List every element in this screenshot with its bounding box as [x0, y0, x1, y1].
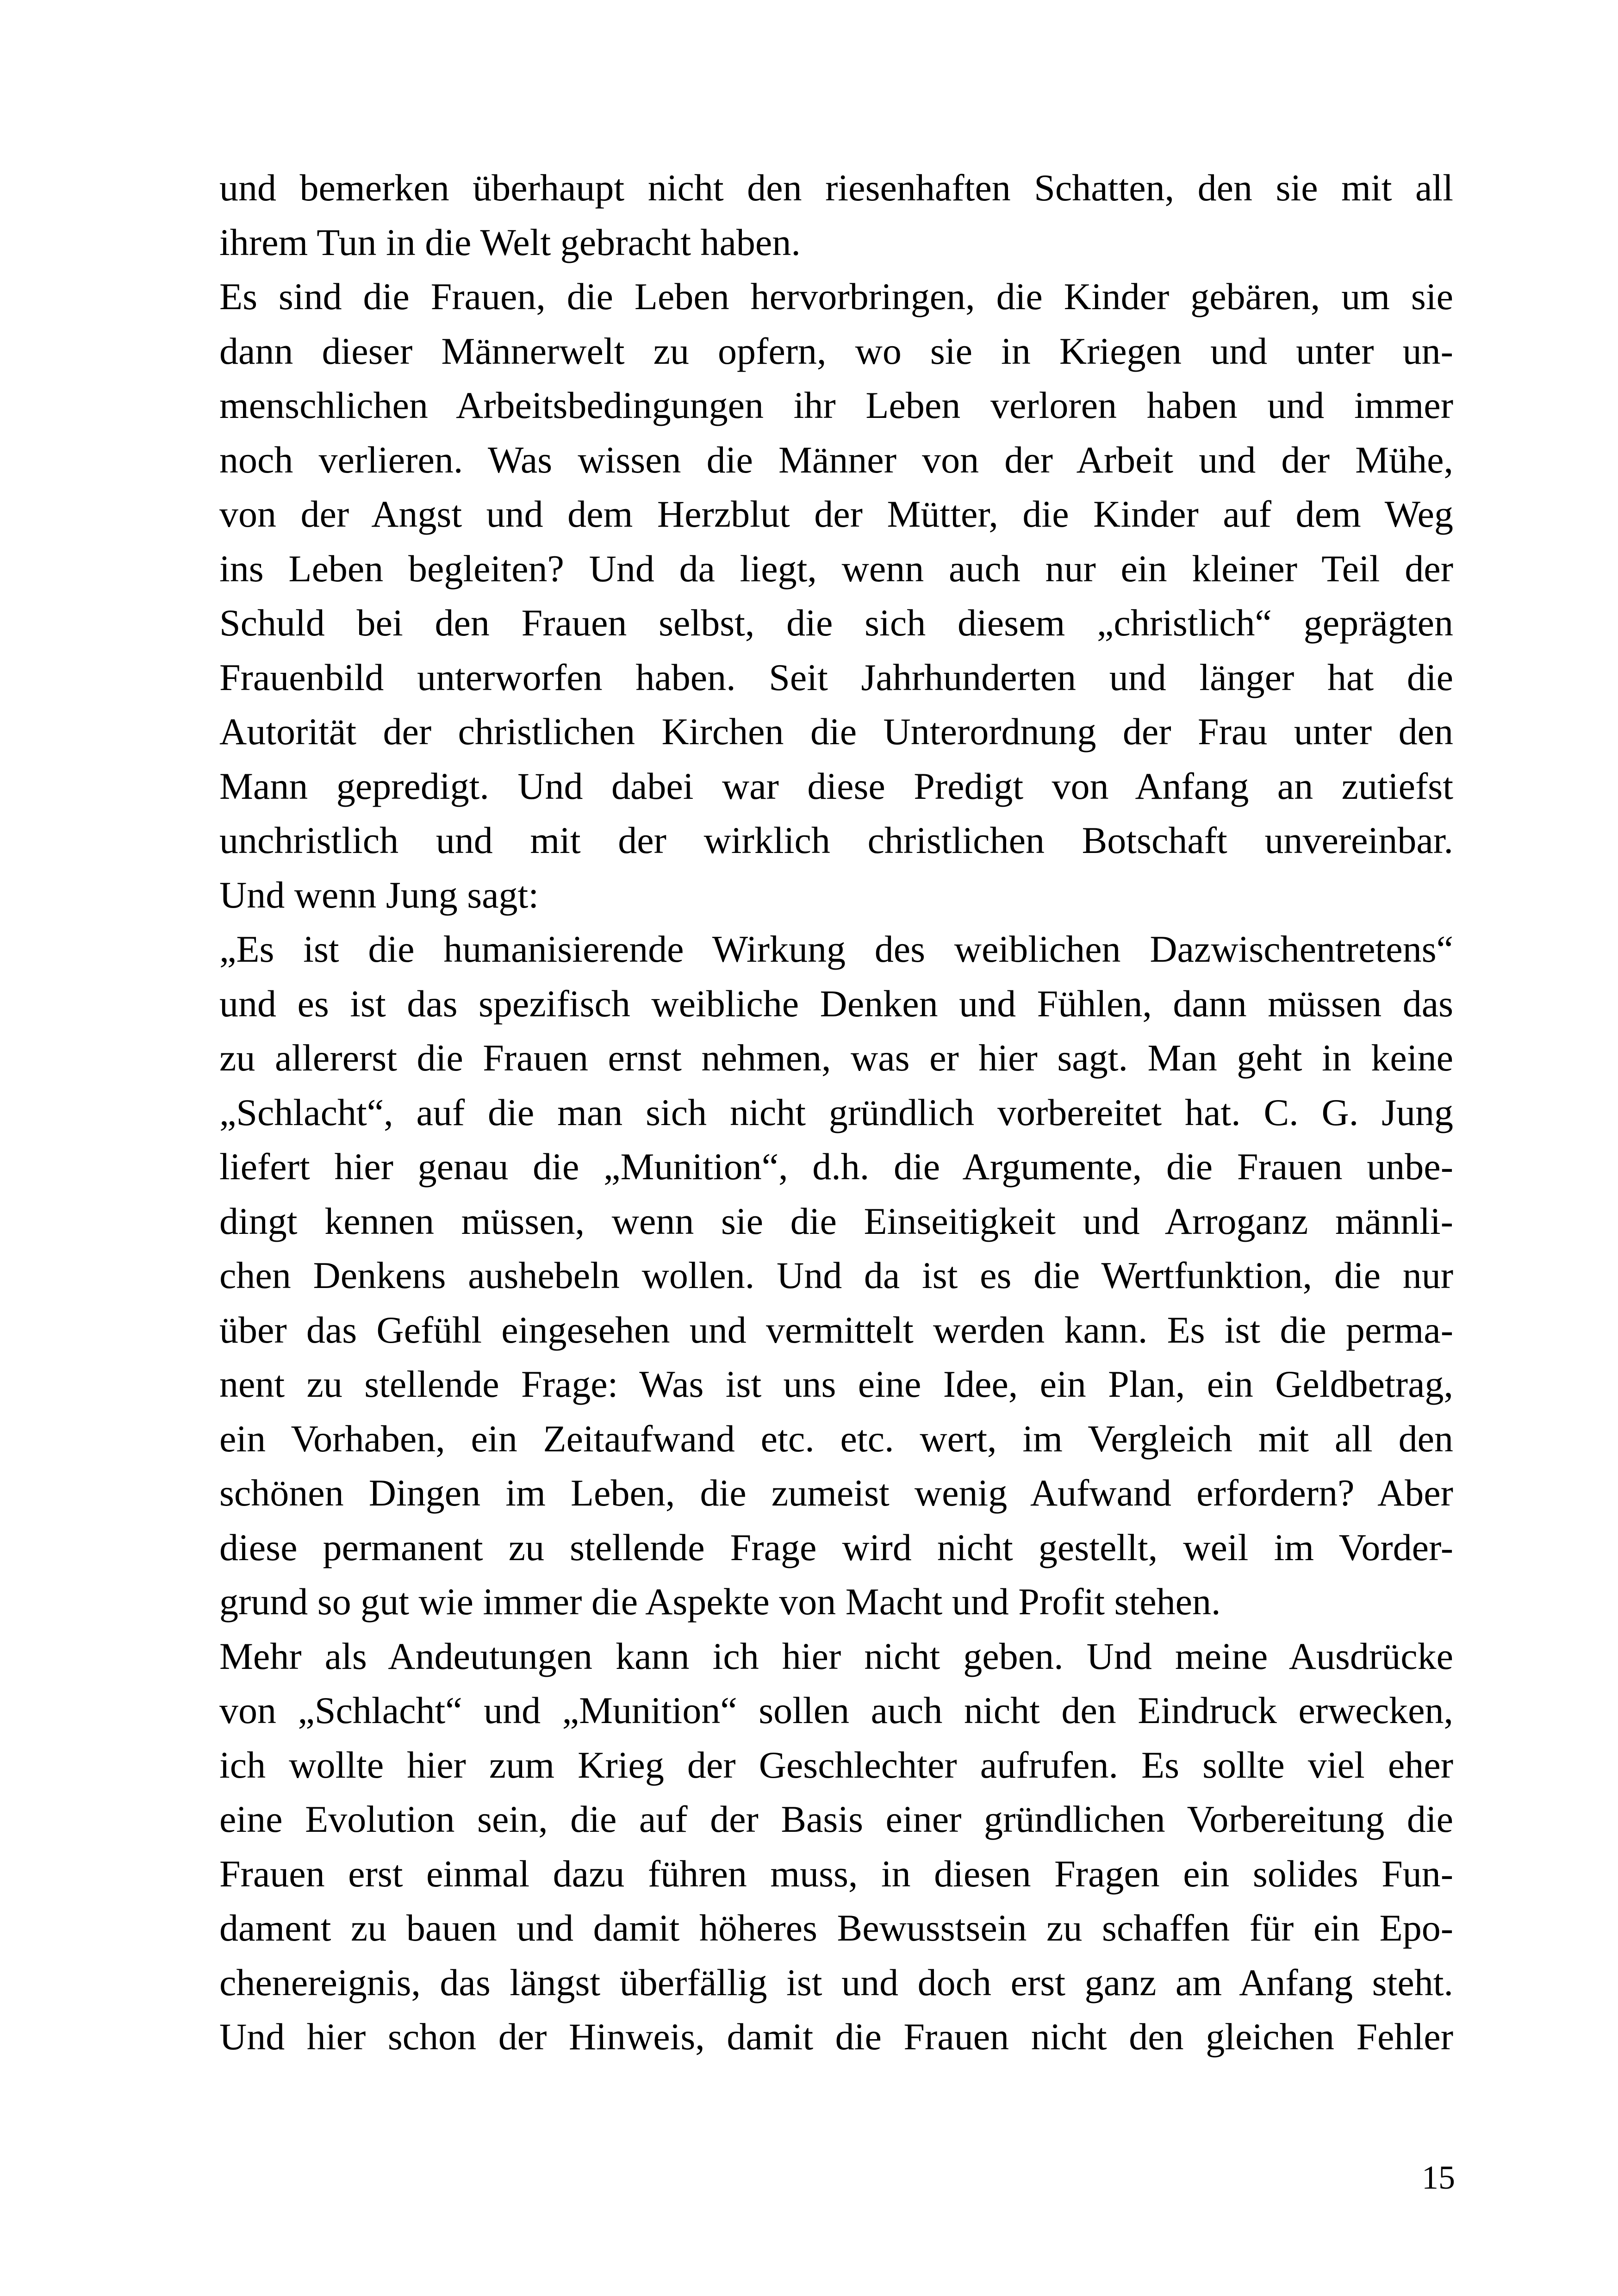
text-line: dann dieser Männerwelt zu opfern, wo sie in Kriegen und unter un- — [219, 330, 1453, 372]
text-line: zu allererst die Frauen ernst nehmen, was er hier sagt. Man geht in keine — [219, 1037, 1453, 1079]
text-line: Frauenbild unterworfen haben. Seit Jahrhunderten und länger hat die — [219, 656, 1453, 698]
text-line: Autorität der christlichen Kirchen die Unterordnung der Frau unter den — [219, 710, 1453, 753]
text-line: noch verlieren. Was wissen die Männer von der Arbeit und der Mühe, — [219, 438, 1453, 481]
text-line: „Schlacht“, auf die man sich nicht gründlich vorbereitet hat. C. G. Jung — [219, 1091, 1453, 1133]
text-line: ich wollte hier zum Krieg der Geschlechter aufrufen. Es sollte viel eher — [219, 1743, 1453, 1786]
text-line: dingt kennen müssen, wenn sie die Einseitigkeit und Arroganz männli- — [219, 1200, 1453, 1242]
text-line: unchristlich und mit der wirklich christlichen Botschaft unvereinbar. — [219, 819, 1453, 861]
text-line: ein Vorhaben, ein Zeitaufwand etc. etc. wert, im Vergleich mit all den — [219, 1417, 1453, 1460]
text-line: und bemerken überhaupt nicht den riesenhaften Schatten, den sie mit all — [219, 167, 1453, 209]
text-line: nent zu stellende Frage: Was ist uns eine Idee, ein Plan, ein Geldbetrag, — [219, 1363, 1453, 1405]
text-line: Es sind die Frauen, die Leben hervorbringen, die Kinder gebären, um sie — [219, 275, 1453, 317]
text-line: Mann gepredigt. Und dabei war diese Predigt von Anfang an zutiefst — [219, 765, 1453, 807]
text-line: grund so gut wie immer die Aspekte von Macht und Profit stehen. — [219, 1580, 1221, 1623]
text-line: Frauen erst einmal dazu führen muss, in diesen Fragen ein solides Fun- — [219, 1852, 1453, 1895]
text-line: und es ist das spezifisch weibliche Denken und Fühlen, dann müssen das — [219, 982, 1453, 1025]
text-line: eine Evolution sein, die auf der Basis einer gründlichen Vorbereitung die — [219, 1798, 1453, 1840]
text-line: menschlichen Arbeitsbedingungen ihr Leben verloren haben und immer — [219, 384, 1453, 426]
text-line: Mehr als Andeutungen kann ich hier nicht geben. Und meine Ausdrücke — [219, 1635, 1453, 1677]
text-line: über das Gefühl eingesehen und vermittelt werden kann. Es ist die perma- — [219, 1308, 1453, 1351]
text-line: Und hier schon der Hinweis, damit die Frauen nicht den gleichen Fehler — [219, 2016, 1453, 2058]
text-line: Und wenn Jung sagt: — [219, 873, 539, 916]
text-line: von „Schlacht“ und „Munition“ sollen auch nicht den Eindruck erwecken, — [219, 1689, 1453, 1731]
text-line: „Es ist die humanisierende Wirkung des weiblichen Dazwischentretens“ — [219, 928, 1453, 970]
text-line: Schuld bei den Frauen selbst, die sich diesem „christlich“ geprägten — [219, 602, 1453, 644]
text-line: chen Denkens aushebeln wollen. Und da ist es die Wertfunktion, die nur — [219, 1254, 1453, 1296]
text-line: liefert hier genau die „Munition“, d.h. die Argumente, die Frauen unbe- — [219, 1145, 1453, 1188]
text-line: von der Angst und dem Herzblut der Mütter, die Kinder auf dem Weg — [219, 493, 1453, 535]
text-line: ins Leben begleiten? Und da liegt, wenn auch nur ein kleiner Teil der — [219, 547, 1453, 590]
text-line: chenereignis, das längst überfällig ist und doch erst ganz am Anfang steht. — [219, 1961, 1453, 2004]
text-line: schönen Dingen im Leben, die zumeist wenig Aufwand erfordern? Aber — [219, 1472, 1453, 1514]
text-line: dament zu bauen und damit höheres Bewusstsein zu schaffen für ein Epo- — [219, 1907, 1453, 1949]
page-number: 15 — [1422, 2159, 1455, 2196]
text-line: diese permanent zu stellende Frage wird nicht gestellt, weil im Vorder- — [219, 1526, 1453, 1568]
body-text — [219, 161, 1453, 2064]
text-line: ihrem Tun in die Welt gebracht haben. — [219, 221, 801, 263]
